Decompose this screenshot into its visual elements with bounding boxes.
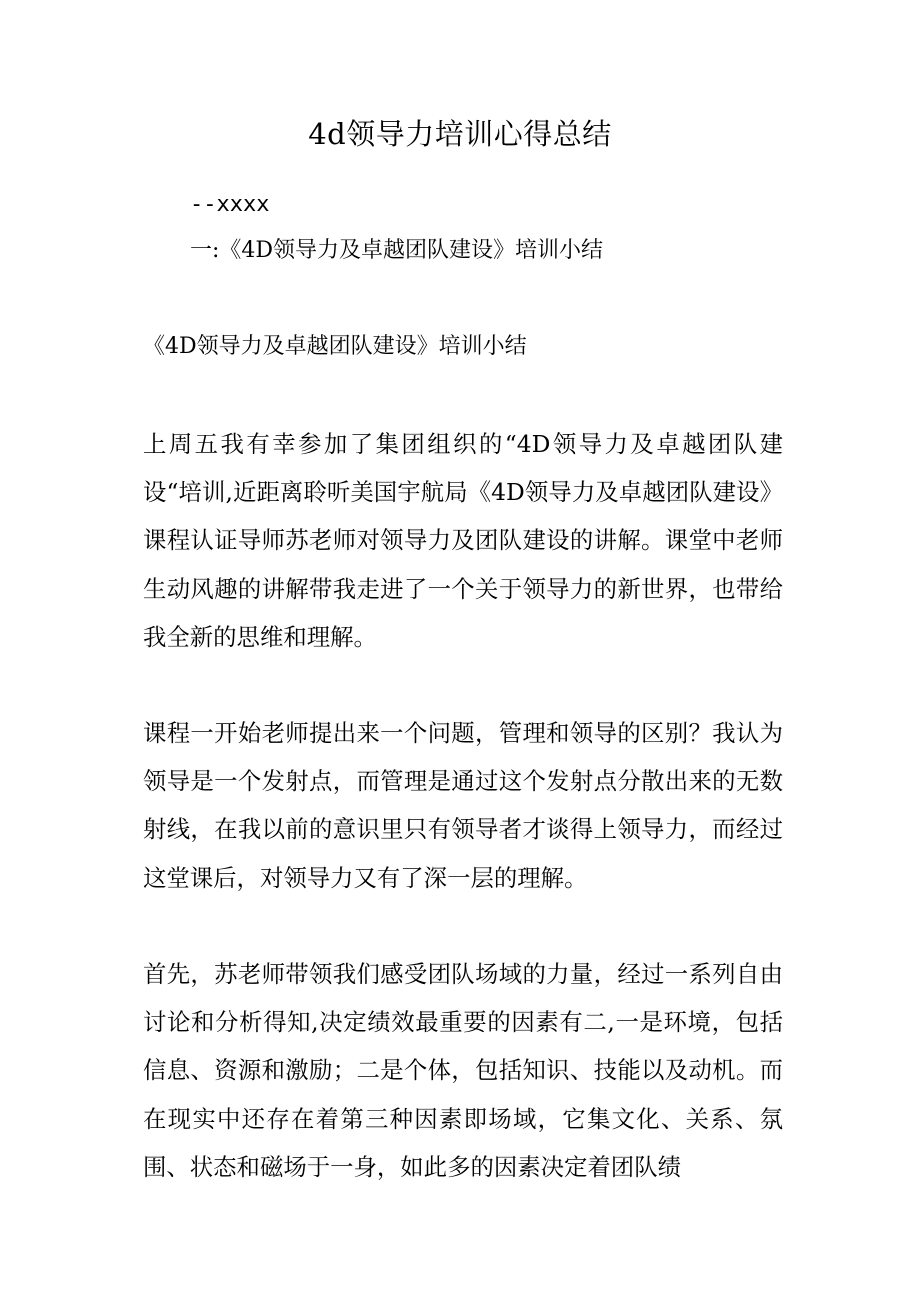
paragraph-3: 首先，苏老师带领我们感受团队场域的力量，经过一系列自由讨论和分析得知,决定绩效最重要的因素有二,一是环境，包括信息、资源和激励；二是个体，包括知识、技能以及动机。而在现实中还存在着第三种因素即场域，它集文化、关系、氛围、状态和磁场于一身，如此多的因素决定着团队绩: [143, 960, 783, 1181]
subheading: 《4D领导力及卓越团队建设》培训小结: [143, 334, 527, 359]
paragraph-2: 课程一开始老师提出来一个问题，管理和领导的区别？我认为领导是一个发射点，而管理是通过这个发射点分散出来的无数射线，在我以前的意识里只有领导者才谈得上领导力，而经过这堂课后，对领导力又有了深一层的理解。: [143, 719, 783, 892]
author-line: --xxxx: [190, 192, 270, 217]
section-heading: 一:《4D领导力及卓越团队建设》培训小结: [190, 238, 604, 263]
paragraph-1: 上周五我有幸参加了集团组织的“4D领导力及卓越团队建设“培训,近距离聆听美国宇航局《4D领导力及卓越团队建设》课程认证导师苏老师对领导力及团队建设的讲解。课堂中老师生动风趣的讲解带我走进了一个关于领导力的新世界，也带给我全新的思维和理解。: [143, 430, 783, 651]
document-title: 4d领导力培训心得总结: [308, 117, 612, 151]
